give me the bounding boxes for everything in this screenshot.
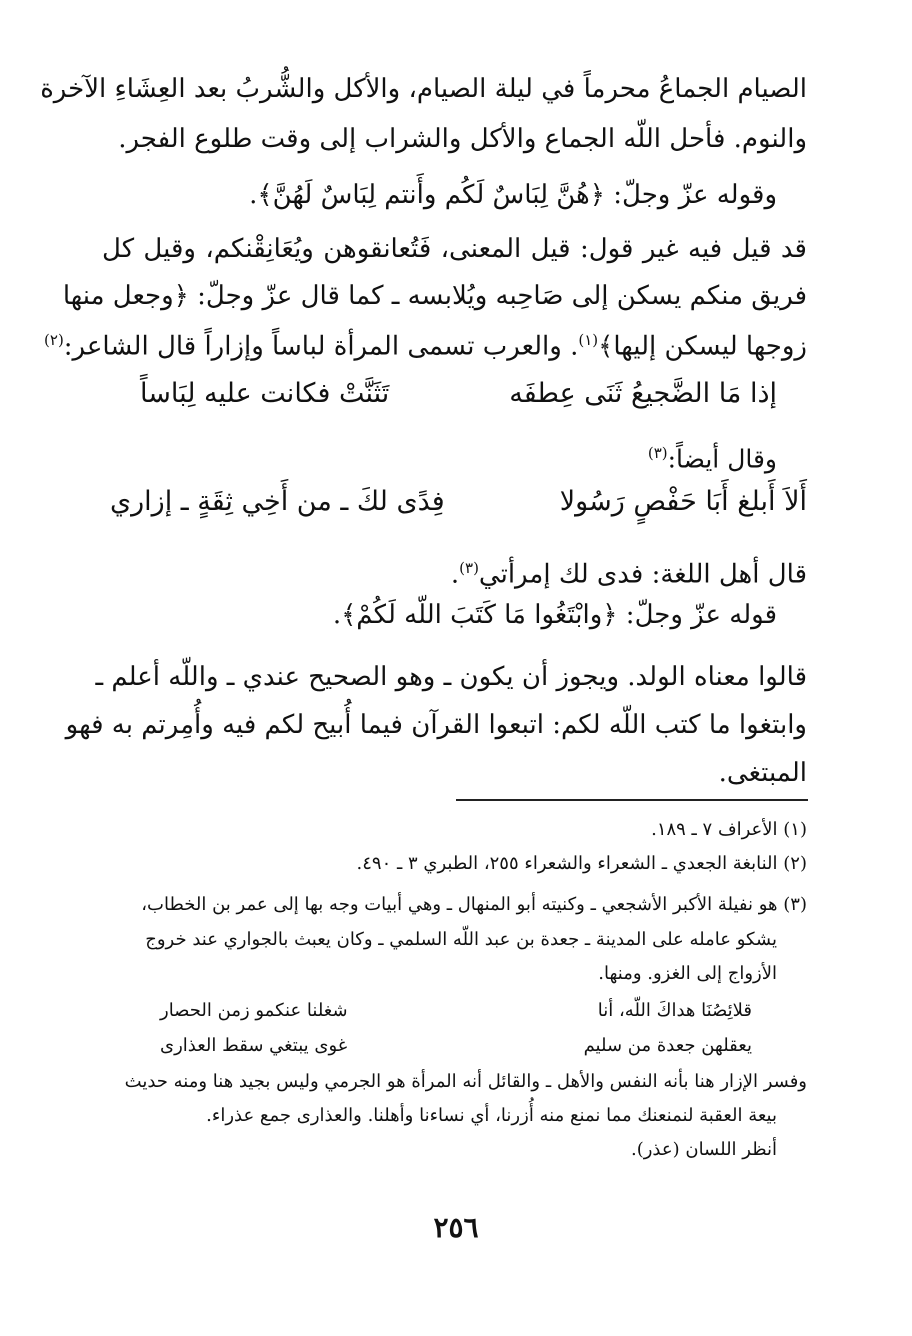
footnote-3-line-3: الأزواج إلى الغزو. ومنها. [598, 963, 777, 984]
body-line-1: الصيام الجماعُ محرماً في ليلة الصيام، والأكل والشُّربُ بعد العِشَاءِ الآخرة [40, 74, 807, 104]
footnote-separator [456, 799, 808, 801]
footnote-3-tail-3: أنظر اللسان (عذر). [630, 1139, 777, 1160]
verse-1-first-hemistich: إذا مَا الضَّجيعُ ثَنَى عِطفَه [509, 378, 777, 409]
verse-2-first-hemistich: أَلاَ أَبلغ أَبَا حَفْصٍ رَسُولا [559, 486, 807, 517]
body-line-mubtagha: المبتغى. [718, 758, 807, 788]
footnote-ref-2: (٢) [44, 331, 64, 349]
footnote-verse-1-first: قلائِصُنَا هداكَ اللّه، أنا [597, 1000, 752, 1021]
lughah-text: قال أهل اللغة: فدى لك إمرأتي [478, 559, 807, 590]
body-line-lughah [102, 553, 807, 590]
body-line-6-text: . والعرب تسمى المرأة لباساً وإزاراً قال الشاعر: [63, 331, 579, 362]
body-line-ibtaghu: وابتغوا ما كتب اللّه لكم: اتبعوا القرآن فيما أُبيح لكم فيه وأُمِرتم به فهو [65, 710, 807, 740]
body-line-6 [44, 325, 807, 362]
footnote-ref-3b: (٣) [459, 559, 479, 577]
footnote-3-tail-2: بيعة العقبة لنمنعنك مما نمنع منه أُزرنا، أي نساءنا وأهلنا. والعذارى جمع عذراء. [206, 1105, 777, 1126]
footnote-3-line-1: (٣) هو نفيلة الأكبر الأشجعي ـ وكنيته أبو المنهال ـ وهي أبيات وجه بها إلى عمر بن الخطاب، [141, 894, 807, 915]
lughah-period: . [450, 559, 460, 590]
footnote-verse-2-second: غوى يبتغي سقط العذارى [160, 1035, 348, 1056]
footnote-ref-1: (١) [578, 331, 599, 349]
footnote-1: (١) الأعراف ٧ ـ ١٨٩. [651, 819, 807, 840]
footnote-ref-3a: (٣) [647, 444, 668, 462]
footnote-verse-2-first: يعقلهن جعدة من سليم [583, 1035, 752, 1056]
quran-quote-2: قوله عزّ وجلّ: ﴿وابْتَغُوا مَا كَتَبَ اللّه لَكُمْ﴾. [332, 600, 777, 630]
footnote-3-line-2: يشكو عامله على المدينة ـ جعدة بن عبد اللّه السلمي ـ وكان يعبث بالجواري عند خروج [145, 929, 777, 950]
also-said-line [72, 438, 777, 474]
verse-2-second-hemistich: فِدًى لكَ ـ من أَخِي ثِقَةٍ ـ إزاري [110, 486, 445, 517]
footnote-2: (٢) النابغة الجعدي ـ الشعراء والشعراء ٢٥٥، الطبري ٣ ـ ٤٩٠. [356, 853, 807, 874]
body-line-5: فريق منكم يسكن إلى صَاحِبه ويُلابسه ـ كما قال عزّ وجلّ: ﴿وجعل منها [62, 281, 807, 311]
body-line-4: قد قيل فيه غير قول: قيل المعنى، فَتُعانقوهن ويُعَانِقْنكم، وقيل كل [102, 234, 807, 264]
page-number: ٢٥٦ [433, 1211, 479, 1244]
quran-quote-1: وقوله عزّ وجلّ: ﴿هُنَّ لِبَاسٌ لَكُم وأَنتم لِبَاسٌ لَهُنَّ﴾. [249, 180, 777, 210]
footnote-verse-1-second: شغلنا عنكمو زمن الحصار [160, 1000, 348, 1021]
verse-1-second-hemistich: تَثَنَّتْ فكانت عليه لِبَاساً [140, 378, 390, 409]
also-said-text: وقال أيضاً: [667, 444, 777, 474]
body-line-2: والنوم. فأحل اللّه الجماع والأكل والشراب إلى وقت طلوع الفجر. [118, 124, 807, 154]
body-line-walad: قالوا معناه الولد. ويجوز أن يكون ـ وهو الصحيح عندي ـ واللّه أعلم ـ [95, 662, 807, 692]
body-line-6-quote: زوجها ليسكن إليها﴾ [598, 331, 807, 362]
footnote-3-tail-1: وفسر الإزار هنا بأنه النفس والأهل ـ والقائل أنه المرأة هو الجرمي وليس بجيد هنا ومنه حديث [124, 1071, 807, 1092]
